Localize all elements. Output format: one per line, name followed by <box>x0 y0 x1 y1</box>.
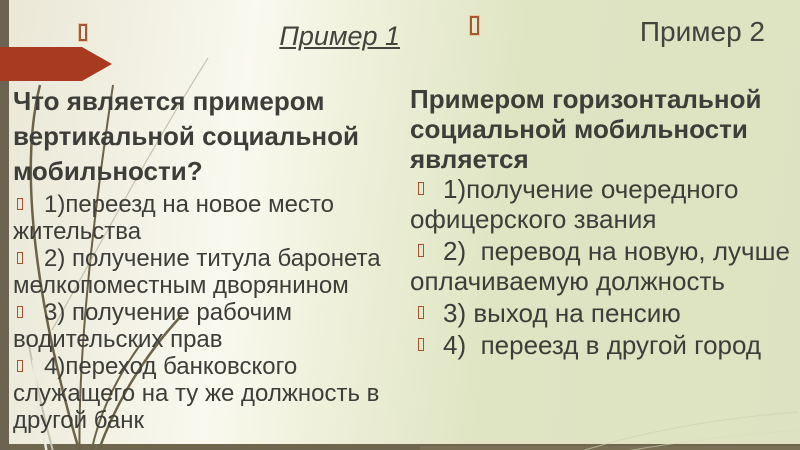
list-item <box>13 299 393 353</box>
list-item-text: 4) переезд в другой город <box>443 330 762 360</box>
list-item-text: 1)получение очередного офицерского звания <box>410 174 746 234</box>
left-slide-title: Пример 1 <box>279 21 400 51</box>
list-item-text: 1)переезд на новое место жительства <box>13 191 341 245</box>
red-arrow-shape <box>0 47 112 81</box>
bullet-missing-glyph-icon <box>17 198 23 210</box>
list-item <box>410 330 796 360</box>
list-item-text: 3) получение рабочим водительских прав <box>13 299 299 353</box>
right-column <box>410 84 796 362</box>
title-bullet-missing-glyph-icon <box>470 16 479 35</box>
bullet-missing-glyph-icon <box>17 252 23 264</box>
list-item-text: 2) получение титула баронета мелкопоместным дворянином <box>13 245 388 299</box>
bullet-missing-glyph-icon <box>418 244 424 257</box>
list-item <box>13 191 393 245</box>
bullet-missing-glyph-icon <box>418 338 424 351</box>
right-slide-title: Пример 2 <box>639 16 765 47</box>
list-item <box>13 245 393 299</box>
right-question-heading: Примером горизонтальной социальной мобильности является <box>410 84 762 174</box>
list-item-text: 2) перевод на новую, лучше оплачиваемую должность <box>410 236 798 296</box>
bullet-missing-glyph-icon <box>17 360 23 372</box>
bullet-missing-glyph-icon <box>17 306 23 318</box>
list-item <box>410 236 796 296</box>
bullet-missing-glyph-icon <box>418 182 424 195</box>
list-item <box>410 174 796 234</box>
title-bullet-missing-glyph-icon <box>79 24 87 41</box>
left-column <box>13 84 393 434</box>
left-question-heading: Что является примером вертикальной социальной мобильности? <box>13 86 359 186</box>
list-item-text: 4)переход банковского служащего на ту же должность в другой банк <box>13 353 387 434</box>
list-item-text: 3) выход на пенсию <box>443 298 681 328</box>
bullet-missing-glyph-icon <box>418 306 424 319</box>
list-item <box>410 298 796 328</box>
list-item <box>13 353 393 434</box>
